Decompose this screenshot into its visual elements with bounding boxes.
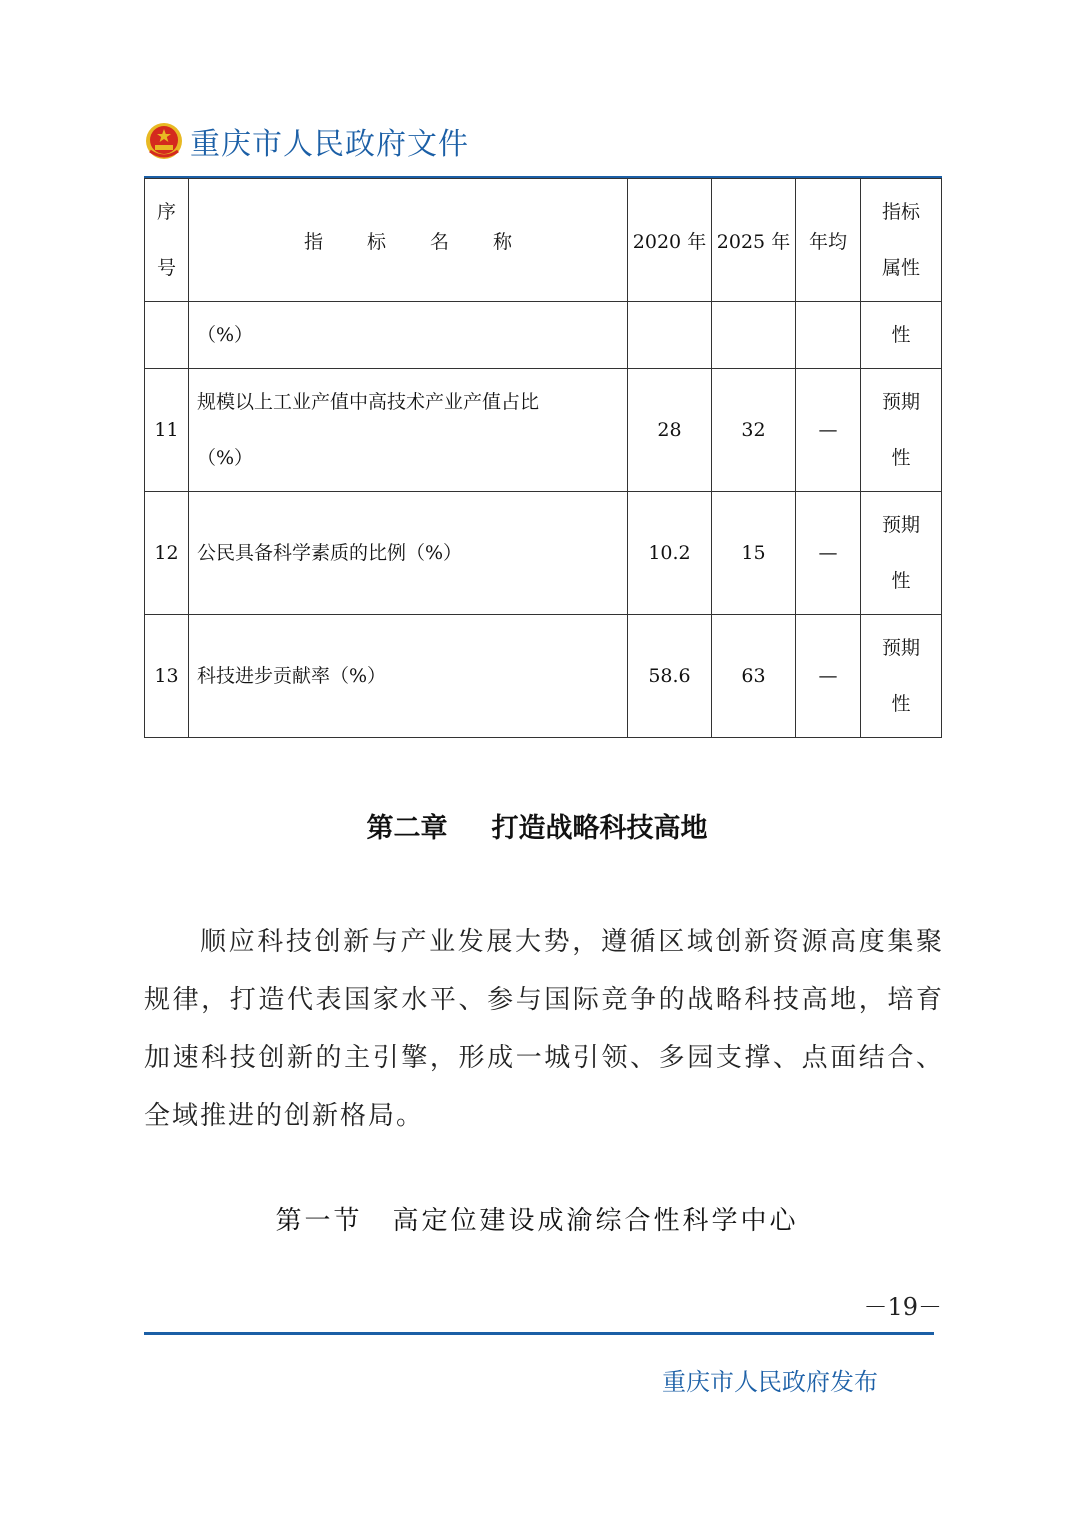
row-index: 12: [145, 492, 189, 615]
row-2025: 32: [712, 369, 796, 492]
row-name-line: （%）: [197, 324, 254, 346]
row-name: [189, 615, 628, 738]
section-heading: [0, 1200, 1074, 1237]
row-attr: [861, 302, 942, 369]
row-2025: [712, 302, 796, 369]
page-number: －19－: [863, 1293, 942, 1321]
header-title: 重庆市人民政府文件: [190, 127, 469, 162]
row-annual: —: [796, 369, 861, 492]
document-header: [144, 118, 469, 164]
row-attr-line: 预期: [881, 637, 920, 659]
row-name: [189, 302, 628, 369]
table-header-row: [145, 179, 942, 302]
row-2020: 28: [628, 369, 712, 492]
row-2025: 63: [712, 615, 796, 738]
row-annual: —: [796, 615, 861, 738]
row-attr-line: 预期: [881, 391, 920, 413]
header-index-line: 序: [156, 201, 176, 223]
national-emblem-icon: [144, 121, 184, 161]
body-paragraph: 顺应科技创新与产业发展大势，遵循区域创新资源高度集聚规律，打造代表国家水平、参与国际竞争的战略科技高地，培育加速科技创新的主引擎，形成一城引领、多园支撑、点面结合、全域推进的创新格局。: [144, 927, 944, 1131]
row-2020: [628, 302, 712, 369]
header-name: 指标名称: [189, 179, 628, 302]
chapter-number: 第二章: [366, 813, 448, 844]
header-index: [145, 179, 189, 302]
header-2025: 2025 年: [712, 179, 796, 302]
header-annual: 年均: [796, 179, 861, 302]
row-attr: [861, 492, 942, 615]
row-attr-line: 预期: [881, 514, 920, 536]
row-annual: [796, 302, 861, 369]
section-number: 第一节: [275, 1206, 363, 1236]
row-name: [189, 369, 628, 492]
header-attr-line: 指标: [881, 201, 920, 223]
row-name-line: 公民具备科学素质的比例（%）: [197, 542, 463, 564]
row-2025: 15: [712, 492, 796, 615]
footer-rule: [144, 1332, 934, 1335]
header-2020: 2020 年: [628, 179, 712, 302]
row-attr: [861, 615, 942, 738]
row-2020: 10.2: [628, 492, 712, 615]
row-attr-line: 性: [891, 324, 911, 346]
row-attr-line: 性: [891, 570, 911, 592]
chapter-heading: [0, 806, 1074, 845]
row-attr-line: 性: [891, 447, 911, 469]
header-index-line: 号: [156, 257, 176, 279]
table-row: [145, 615, 942, 738]
header-attr-line: 属性: [881, 257, 920, 279]
header-attr: [861, 179, 942, 302]
footer-publisher: 重庆市人民政府发布: [662, 1368, 878, 1396]
table-row: [145, 302, 942, 369]
row-index: 13: [145, 615, 189, 738]
row-name: [189, 492, 628, 615]
row-index: [145, 302, 189, 369]
row-annual: —: [796, 492, 861, 615]
section-title: 高定位建设成渝综合性科学中心: [392, 1206, 799, 1236]
row-name-line: 规模以上工业产值中高技术产业产值占比: [197, 391, 540, 413]
table-row: [145, 492, 942, 615]
row-name-line: 科技进步贡献率（%）: [197, 665, 387, 687]
row-2020: 58.6: [628, 615, 712, 738]
table-row: [145, 369, 942, 492]
row-index: 11: [145, 369, 189, 492]
indicator-table: [144, 178, 942, 738]
chapter-title: 打造战略科技高地: [491, 813, 708, 844]
row-attr-line: 性: [891, 693, 911, 715]
row-name-line: （%）: [197, 447, 254, 469]
row-attr: [861, 369, 942, 492]
